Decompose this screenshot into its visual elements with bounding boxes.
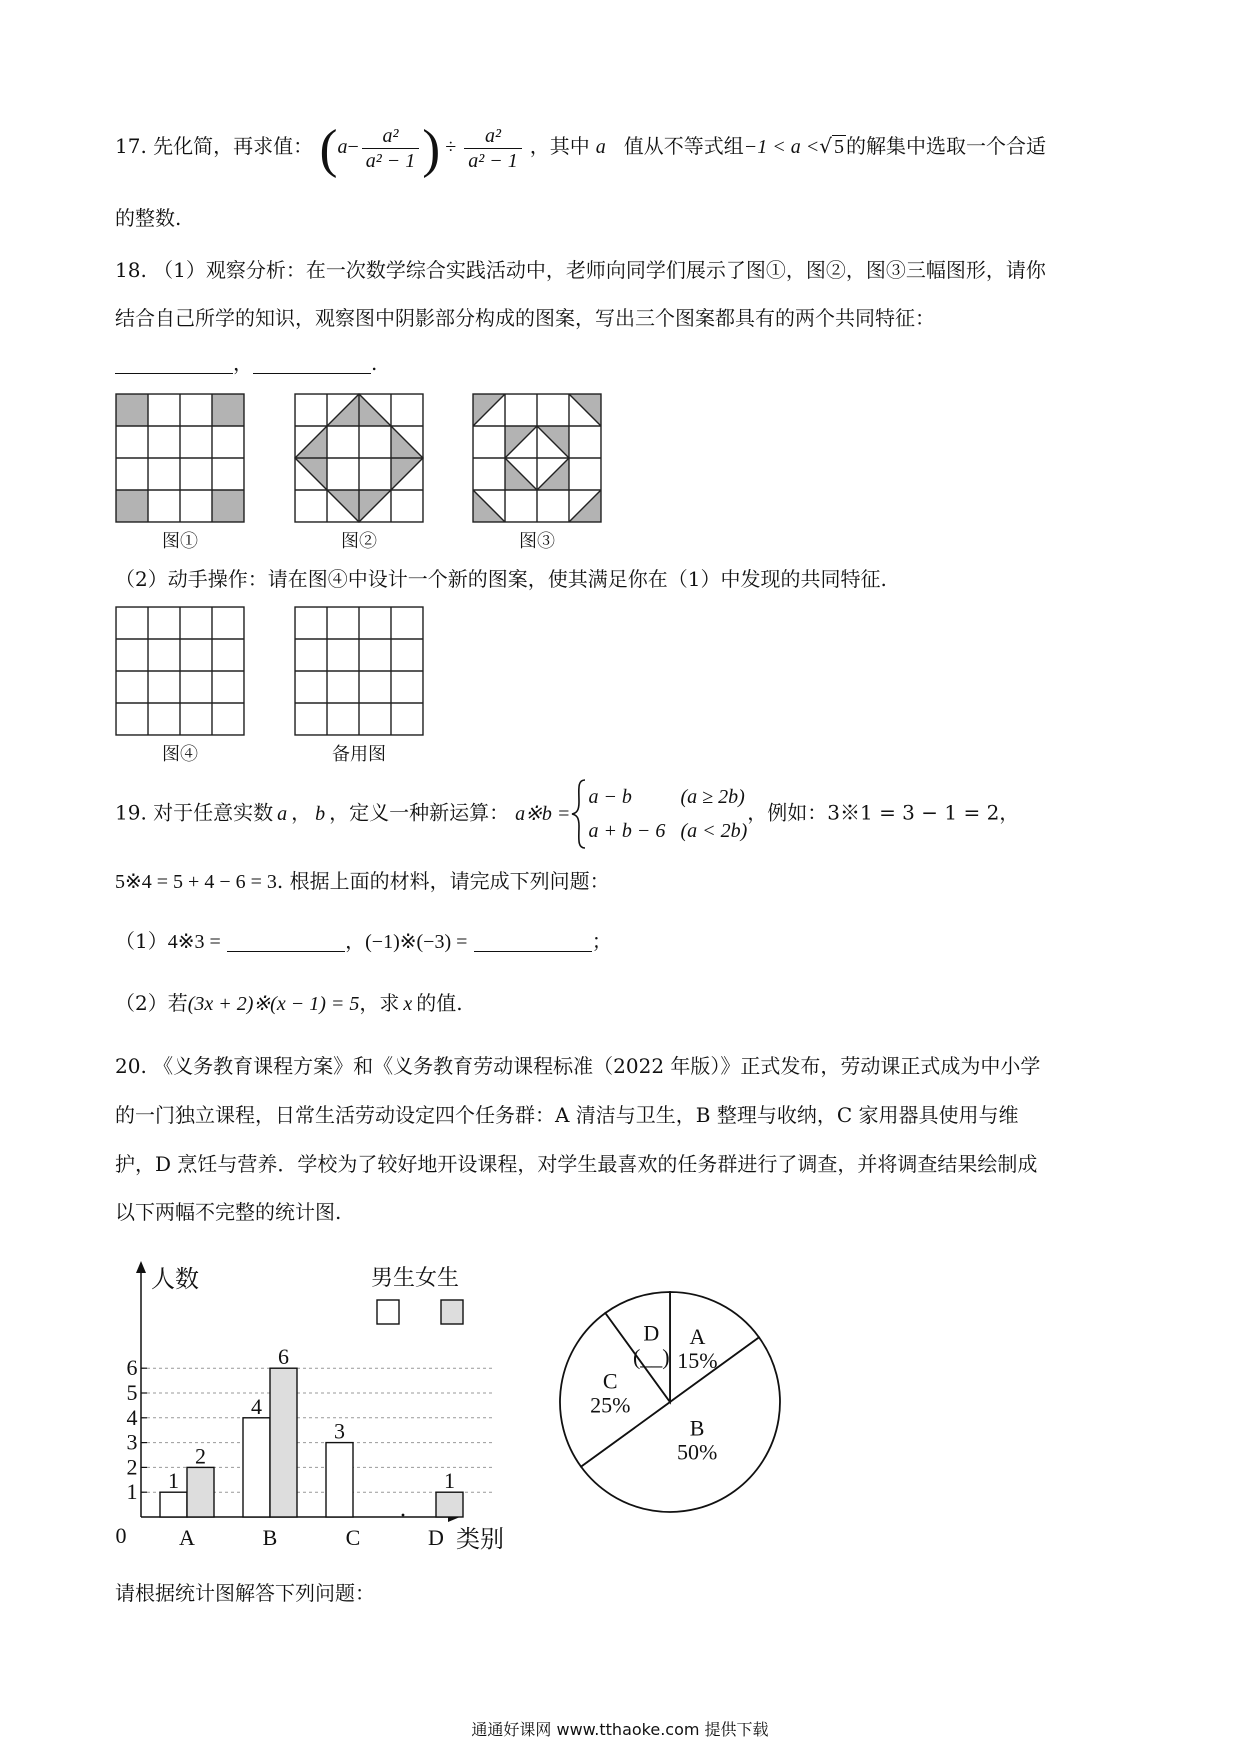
pie-value-D: (__)	[632, 1344, 670, 1370]
q18-line2: 结合自己所学的知识，观察图中阴影部分构成的图案，写出三个图案都具有的两个共同特征：	[115, 306, 935, 330]
right-paren: )	[422, 118, 441, 179]
sqrt-5: √ 5	[819, 134, 845, 158]
origin-label: 0	[115, 1523, 127, 1548]
answer-blank-2[interactable]	[253, 353, 371, 374]
bar-A-女生	[187, 1467, 214, 1517]
legend-label-女生: 女生	[414, 1265, 460, 1290]
q17-inequality: −1 < a <	[743, 136, 820, 158]
figure-2-grid	[294, 393, 424, 523]
pie-value-B: 50%	[676, 1439, 718, 1465]
axis-dot	[402, 1514, 405, 1517]
bar-value-B-女生: 6	[278, 1344, 289, 1370]
q17-tail: 的解集中选取一个合适	[846, 134, 1047, 158]
q20-line4: 以下两幅不完整的统计图.	[115, 1200, 342, 1224]
y-tick-label-1: 1	[126, 1479, 138, 1505]
y-axis-title: 人数	[151, 1267, 199, 1293]
bar-legend	[371, 1265, 463, 1324]
q17-line2: 的整数.	[115, 206, 182, 230]
bar-D-女生	[436, 1492, 463, 1517]
x-axis-title: 类别	[456, 1527, 504, 1553]
question-17	[115, 118, 1125, 179]
q20-line2: 的一门独立课程，日常生活劳动设定四个任务群：A 清洁与卫生，B 整理与收纳，C 家用器具使用与维	[115, 1103, 1019, 1127]
figure-3-label: 图③	[519, 531, 555, 552]
y-tick-label-4: 4	[126, 1404, 138, 1430]
y-tick-label-3: 3	[126, 1429, 138, 1455]
bar-B-男生	[243, 1418, 270, 1517]
spare-grid[interactable]	[294, 606, 424, 736]
pie-label-A: A	[689, 1324, 706, 1350]
q19-line2: 5※4 = 5 + 4 − 6 = 3. 根据上面的材料，请完成下列问题：	[115, 869, 610, 893]
footer: 通通好课网 www.tthaoke.com 提供下载	[471, 1720, 769, 1739]
spare-grid-label: 备用图	[332, 744, 386, 765]
q19-part1: （1）4※3 = ，(−1)※(−3) = ；	[115, 929, 612, 953]
q17-mid2: 值从不等式组	[623, 134, 744, 158]
operation-symbol: a※b =	[515, 802, 571, 825]
answer-blank-4[interactable]	[474, 931, 592, 952]
q18-part2: （2）动手操作：请在图④中设计一个新的图案，使其满足你在（1）中发现的共同特征.	[115, 567, 887, 591]
q18-line1: 18. （1）观察分析：在一次数学综合实践活动中，老师向同学们展示了图①，图②，图③三幅图形，请你	[115, 258, 1046, 282]
x-tick-label-C: C	[345, 1525, 361, 1550]
y-axis-arrow	[136, 1261, 146, 1273]
y-tick-label-5: 5	[126, 1380, 138, 1405]
bar-A-男生	[160, 1492, 187, 1517]
answer-blank-3[interactable]	[227, 931, 345, 952]
bar-C-男生	[326, 1443, 353, 1517]
piecewise-definition: a − b (a ≥ 2b) a + b − 6 (a < 2b)	[570, 778, 747, 850]
fraction-2: $\frac{\text{a²}}{\text{a² − 1}}$	[464, 124, 522, 173]
bar-chart	[115, 1255, 565, 1555]
pie-value-C: 25%	[590, 1392, 631, 1418]
bar-B-女生	[270, 1368, 297, 1517]
pie-chart	[555, 1287, 785, 1517]
figure-1-label: 图①	[162, 531, 198, 552]
question-19: 19. 对于任意实数 a ， b ，定义一种新运算： a※b = a − b (a ≥ 2b) a + b − 6 (a < 2b) ，例如：3※1 = 3 − 1 = 2，	[115, 778, 1125, 850]
q17-mid1: ，其中	[529, 134, 590, 158]
figure-2-label: 图②	[341, 531, 377, 552]
pie-label-B: B	[689, 1415, 705, 1441]
q17-number: 17.	[115, 134, 147, 158]
legend-swatch-男生	[377, 1300, 399, 1324]
left-paren: (	[319, 118, 338, 179]
figure-4-label: 图④	[162, 744, 198, 765]
legend-label-男生: 男生	[370, 1265, 416, 1290]
legend-swatch-女生	[441, 1300, 463, 1324]
bar-value-C-男生: 3	[334, 1418, 345, 1444]
q20-after: 请根据统计图解答下列问题：	[115, 1581, 375, 1605]
x-tick-label-B: B	[262, 1525, 278, 1550]
pie-label-D: D	[643, 1320, 660, 1346]
q18-blanks: ， .	[115, 350, 1125, 376]
q17-var: a	[595, 136, 606, 158]
x-tick-label-A: A	[179, 1525, 195, 1550]
figure-3-grid	[472, 393, 602, 523]
fraction-1: $\frac{\text{a²}}{\text{a² − 1}}$	[362, 124, 420, 173]
y-tick-label-2: 2	[126, 1454, 138, 1480]
pie-label-C: C	[602, 1368, 618, 1394]
answer-blank-1[interactable]	[115, 353, 233, 374]
bar-value-A-女生: 2	[195, 1443, 206, 1469]
q19-part2: （2）若(3x + 2)※(x − 1) = 5，求 x 的值.	[115, 991, 463, 1015]
y-tick-label-6: 6	[126, 1355, 138, 1381]
q17-lead: 先化简，再求值：	[153, 134, 314, 158]
q20-line1: 20. 《义务教育课程方案》和《义务教育劳动课程标准（2022 年版）》正式发布，劳动课正式成为中小学	[115, 1054, 1041, 1078]
bar-axes	[136, 1261, 460, 1522]
figure-4-grid[interactable]	[115, 606, 245, 736]
pie-value-A: 15%	[677, 1348, 718, 1374]
x-tick-label-D: D	[428, 1525, 444, 1550]
bar-value-D-女生: 1	[444, 1468, 455, 1494]
left-brace	[570, 778, 588, 850]
q17-expression: (a− $\frac{\text{a²}}{\text{a² − 1}}$ ) ÷ $\frac{\text{a²}}{\text{a² − 1}}$	[320, 136, 530, 158]
q20-line3: 护，D 烹饪与营养．学校为了较好地开设课程，对学生最喜欢的任务群进行了调查，并将调查结果绘制成	[115, 1152, 1038, 1176]
figure-1-grid	[115, 393, 245, 523]
bar-value-B-男生: 4	[251, 1393, 262, 1419]
bar-value-A-男生: 1	[168, 1468, 179, 1494]
